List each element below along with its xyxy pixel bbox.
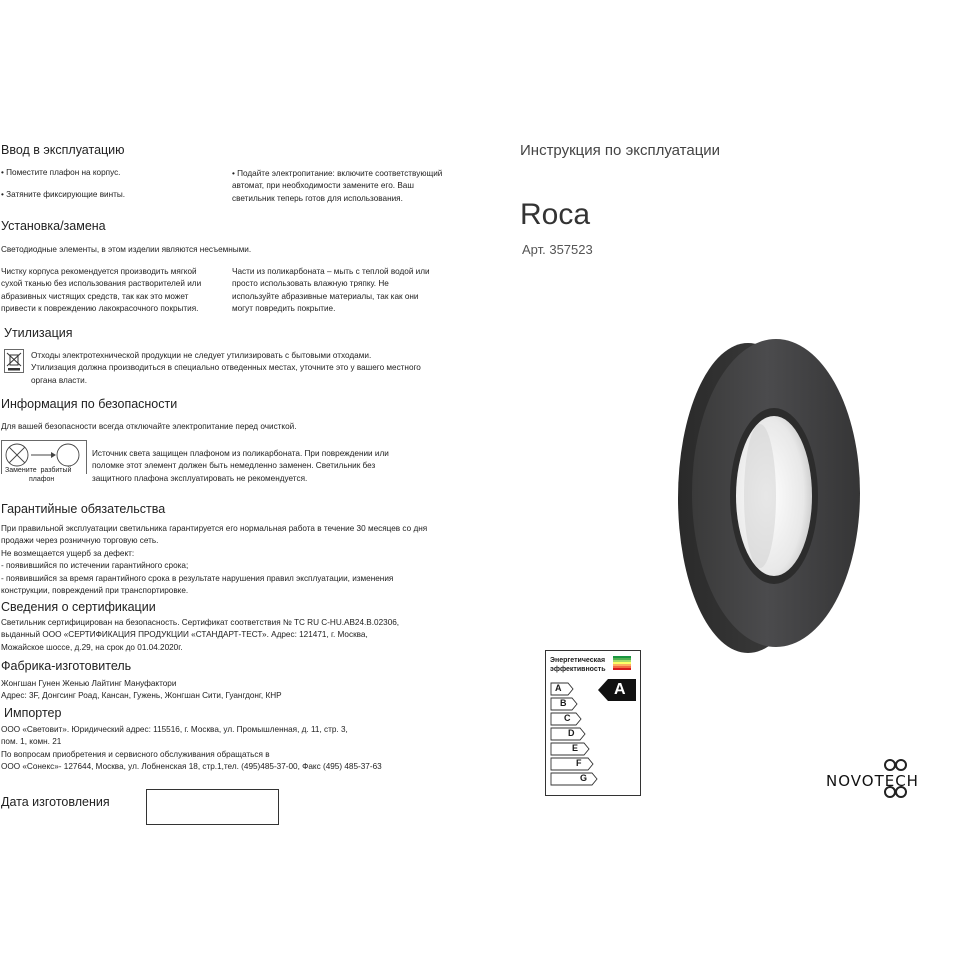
warranty-line: - появившийся по истечении гарантийного срока; xyxy=(1,561,189,571)
energy-rating-arrow xyxy=(598,679,636,701)
importer-line: ООО «Световит». Юридический адрес: 115516, г. Москва, ул. Промышленная, д. 11, стр. 3, xyxy=(1,725,348,734)
section-title-disposal: Утилизация xyxy=(4,326,73,340)
certification-text xyxy=(1,617,399,654)
broken-shade-caption xyxy=(5,466,71,484)
novotech-logo xyxy=(826,758,968,800)
energy-class-f: F xyxy=(576,758,582,768)
installation-right-line: могут повредить покрытие. xyxy=(232,304,336,314)
importer-line: пом. 1, комн. 21 xyxy=(1,737,62,747)
section-title-factory: Фабрика-изготовитель xyxy=(1,659,132,673)
caption-word: плафон xyxy=(29,476,55,483)
energy-label xyxy=(545,650,641,796)
energy-label-title-line: Энергетическая xyxy=(550,657,606,664)
installation-left-line: привести к повреждению лакокрасочного покрытия. xyxy=(1,304,199,314)
section-title-installation: Установка/замена xyxy=(1,219,106,233)
section-title-commissioning: Ввод в эксплуатацию xyxy=(1,143,125,157)
warranty-line: При правильной эксплуатации светильника гарантируется его нормальная работа в течение 30 месяцев со дня xyxy=(1,524,428,533)
installation-left-block xyxy=(1,266,201,316)
energy-class-b: B xyxy=(560,698,567,708)
installation-line-1: Светодиодные элементы, в этом изделии являются несъемными. xyxy=(1,245,252,254)
energy-rating-value: A xyxy=(614,681,626,698)
energy-label-title-line: эффективность xyxy=(550,666,606,673)
disposal-line: Утилизация должна производиться в специально отведенных местах, уточните это у вашего местного xyxy=(31,363,421,373)
importer-line: ООО «Сонекс»- 127644, Москва, ул. Лобненская 18, стр.1,тел. (495)485-37-00, Факс (495) 485-37-63 xyxy=(1,762,382,772)
installation-right-line: используйте абразивные материалы, так как они xyxy=(232,291,419,301)
installation-left-line: абразивных чистящих средств, так как это может xyxy=(1,291,189,301)
commissioning-right-line-2: автомат, при необходимости замените его. Ваш xyxy=(232,181,414,191)
section-title-safety: Информация по безопасности xyxy=(1,397,178,411)
installation-right-line: просто использовать влажную тряпку. Не xyxy=(232,279,389,289)
commissioning-item-2: • Затяните фиксирующие винты. xyxy=(1,190,126,199)
factory-line: Адрес: 3F, Донгсинг Роад, Кансан, Гужень, Жонгшан Сити, Гуангдонг, КНР xyxy=(1,691,282,701)
commissioning-right-line-3: светильник теперь готов для использования. xyxy=(232,193,403,203)
energy-color-scale xyxy=(613,656,631,670)
crossed-bin-icon xyxy=(4,349,24,373)
warranty-text xyxy=(1,523,427,597)
commissioning-right-line-1: • Подайте электропитание: включите соответствующий xyxy=(232,169,443,178)
certification-line: выданный ООО «СЕРТИФИКАЦИЯ ПРОДУКЦИИ «СТАНДАРТ-ТЕСТ». Адрес: 121471, г. Москва, xyxy=(1,630,368,640)
article-number: Арт. 357523 xyxy=(522,242,593,257)
safety-line: поломке этот элемент должен быть немедленно заменен. Светильник без xyxy=(92,461,376,471)
safety-text xyxy=(92,448,389,485)
disposal-line: Отходы электротехнической продукции не следует утилизировать с бытовыми отходами. xyxy=(31,351,372,360)
installation-left-line: Чистку корпуса рекомендуется производить мягкой xyxy=(1,267,197,276)
factory-text xyxy=(1,678,282,703)
product-name: Roca xyxy=(520,198,591,231)
warranty-line: конструкции, повреждений при транспортировке. xyxy=(1,586,189,596)
energy-class-d: D xyxy=(568,728,575,738)
certification-line: Светильник сертифицирован на безопасность. Сертификат соответствия № ТС RU С-HU.АВ24.В.02306, xyxy=(1,618,400,627)
commissioning-right-item xyxy=(232,168,442,205)
importer-line: По вопросам приобретения и сервисного обслуживания обращаться в xyxy=(1,749,270,759)
brand-name: NOVOTECH xyxy=(826,772,919,790)
safety-line: защитного плафона эксплуатировать не рекомендуется. xyxy=(92,473,308,483)
energy-class-c: C xyxy=(564,713,571,723)
commissioning-item-1: • Поместите плафон на корпус. xyxy=(1,168,121,177)
disposal-line: органа власти. xyxy=(31,375,88,385)
installation-right-line: Части из поликарбоната – мыть с теплой водой или xyxy=(232,267,430,276)
disposal-text xyxy=(31,350,421,387)
energy-class-e: E xyxy=(572,743,579,753)
energy-class-a: A xyxy=(555,683,562,693)
section-title-warranty: Гарантийные обязательства xyxy=(1,502,166,516)
energy-label-title xyxy=(550,656,606,674)
caption-word: Замените xyxy=(5,467,37,474)
warranty-line: Не возмещается ущерб за дефект: xyxy=(1,548,135,558)
installation-right-block xyxy=(232,266,430,316)
installation-left-line: сухой тканью без использования растворителей или xyxy=(1,279,202,289)
factory-line: Жонгшан Гунен Женью Лайтинг Мануфактори xyxy=(1,679,177,688)
importer-text xyxy=(1,724,382,774)
product-image xyxy=(670,338,862,658)
warranty-line: продажи через розничную торговую сеть. xyxy=(1,536,159,546)
section-title-importer: Импортер xyxy=(4,706,62,720)
energy-class-g: G xyxy=(580,773,588,783)
section-title-certification: Сведения о сертификации xyxy=(1,600,156,614)
caption-word: разбитый xyxy=(40,467,72,474)
manufacture-date-field[interactable] xyxy=(146,789,279,825)
broken-shade-icon xyxy=(1,440,87,486)
safety-line-1: Для вашей безопасности всегда отключайте электропитание перед очисткой. xyxy=(1,422,297,431)
safety-line: Источник света защищен плафоном из поликарбоната. При повреждении или xyxy=(92,449,389,458)
warranty-line: - появившийся за время гарантийного срока в результате нарушения правил эксплуатации, изменения xyxy=(1,573,394,583)
document-header: Инструкция по эксплуатации xyxy=(520,142,721,159)
certification-line: Можайское шоссе, д.29, на срок до 01.04.2020г. xyxy=(1,642,183,652)
section-title-manufacture-date: Дата изготовления xyxy=(1,795,110,809)
